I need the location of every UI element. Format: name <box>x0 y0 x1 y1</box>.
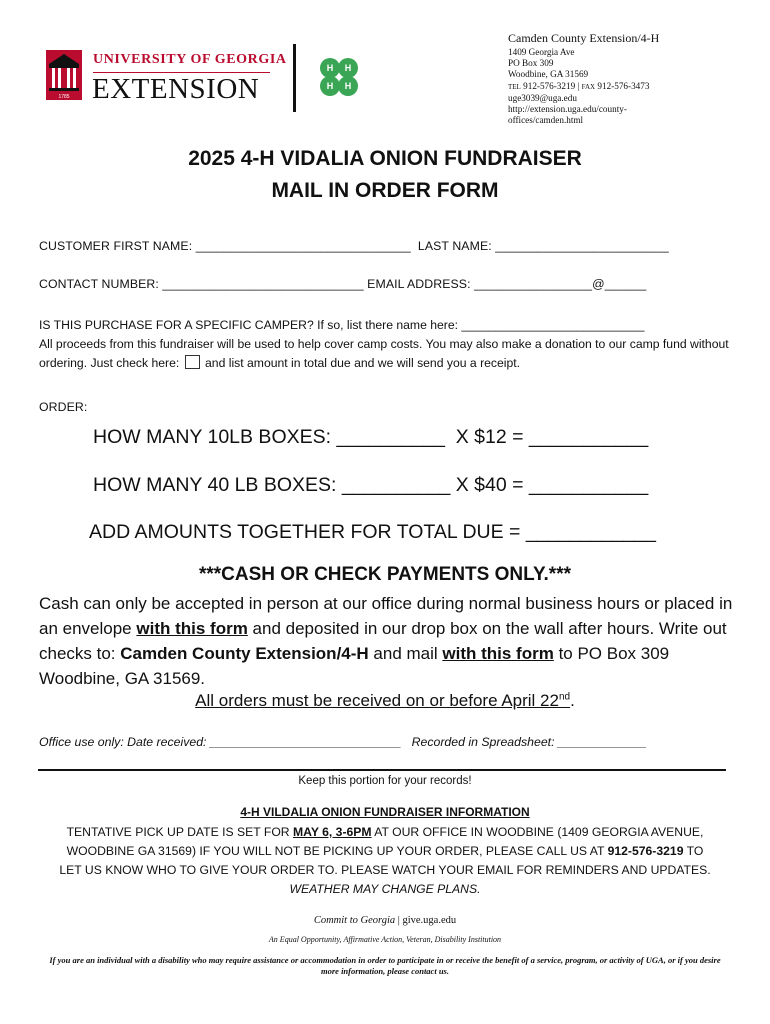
svg-text:H: H <box>326 81 334 91</box>
payment-title: ***CASH OR CHECK PAYMENTS ONLY.*** <box>199 564 571 585</box>
cut-line-divider <box>38 769 726 771</box>
svg-text:H: H <box>344 63 352 73</box>
extension-wordmark: EXTENSION <box>92 73 260 105</box>
order-deadline: All orders must be received on or before April 22nd. <box>195 691 575 710</box>
fax-label: FAX <box>581 82 596 91</box>
form-subtitle: MAIL IN ORDER FORM <box>271 179 499 202</box>
office-web: http://extension.uga.edu/county- <box>508 104 627 115</box>
svg-text:H: H <box>326 63 334 73</box>
office-address <box>508 47 649 126</box>
payment-instructions: Cash can only be accepted in person at our office during normal business hours or placed in an envelope with this form and deposited in our drop box on the wall after hours. Write out checks to: Camden County Extension/4-H and mail with this form to PO Box 309 Woodbine, GA 31569. <box>39 594 733 688</box>
tel-label: TEL <box>508 82 521 91</box>
4h-clover-icon <box>316 54 362 100</box>
order-total-line[interactable]: ADD AMOUNTS TOGETHER FOR TOTAL DUE = ____________ <box>89 521 656 543</box>
pickup-info: TENTATIVE PICK UP DATE IS SET FOR MAY 6, 3-6PM AT OUR OFFICE IN WOODBINE (1409 GEORGIA AVENUE, WOODBINE GA 31569) IF YOU WILL NOT BE PICKING UP YOUR ORDER, PLEASE CALL US AT 912-576-3219 TO LET US KNOW WHO TO GIVE YOUR ORDER TO. PLEASE WATCH YOUR EMAIL FOR REMINDERS AND UPDATES. WEATHER MAY CHANGE PLANS. <box>59 825 711 896</box>
order-label: ORDER: <box>39 400 88 414</box>
office-use-line: Office use only: Date received: ____________________________ Recorded in Spreadsheet: _____________ <box>39 735 647 749</box>
svg-text:H: H <box>344 81 352 91</box>
address-line: 1409 Georgia Ave <box>508 47 575 57</box>
keep-note: Keep this portion for your records! <box>298 775 472 787</box>
fax-number: 912-576-3473 <box>597 80 650 91</box>
camper-question[interactable]: IS THIS PURCHASE FOR A SPECIFIC CAMPER? If so, list there name here: ___________________________ <box>39 318 645 332</box>
customer-name-field[interactable]: CUSTOMER FIRST NAME: _______________________________ LAST NAME: _________________________ <box>39 239 669 253</box>
contact-field[interactable]: CONTACT NUMBER: _____________________________ EMAIL ADDRESS: _________________@______ <box>39 277 647 291</box>
seal-year: 1785 <box>58 94 70 100</box>
commit-line: Commit to Georgia | give.uga.edu <box>313 915 457 926</box>
office-email: uge3039@uga.edu <box>508 92 577 103</box>
disability-notice: If you are an individual with a disability who may require assistance or accommodation in order to participate in or receive the benefit of a service, program, or activity of UGA, or if you desire more information, please contact us. <box>49 955 721 976</box>
donation-text <box>39 335 739 373</box>
address-line: Woodbine, GA 31569 <box>508 69 589 80</box>
office-name: Camden County Extension/4-H <box>508 31 660 45</box>
tel-number: 912-576-3219 <box>523 80 576 91</box>
university-name: UNIVERSITY OF GEORGIA <box>93 52 287 67</box>
uga-arch-logo <box>46 50 82 100</box>
address-line: PO Box 309 <box>508 58 554 69</box>
order-40lb-line[interactable]: HOW MANY 40 LB BOXES: __________ X $40 = ___________ <box>93 474 649 496</box>
donation-text-a: All proceeds from this fundraiser will be used to help cover camp costs. You may also make a donation to our camp fund without ordering. Just check here: <box>39 337 729 370</box>
camper-section <box>39 316 739 373</box>
info-title: 4-H VILDALIA ONION FUNDRAISER INFORMATION <box>240 805 530 819</box>
form-title: 2025 4-H VIDALIA ONION FUNDRAISER <box>188 147 582 170</box>
phone-line: TEL 912-576-3219 | FAX 912-576-3473 <box>508 80 650 91</box>
logo-divider <box>293 44 296 112</box>
donation-text-b: and list amount in total due and we will send you a receipt. <box>205 356 521 370</box>
order-10lb-line[interactable]: HOW MANY 10LB BOXES: __________ X $12 = ___________ <box>93 426 649 448</box>
donation-checkbox[interactable] <box>185 355 200 369</box>
equal-opportunity: An Equal Opportunity, Affirmative Action, Veteran, Disability Institution <box>268 935 502 944</box>
office-web: offices/camden.html <box>508 115 584 126</box>
